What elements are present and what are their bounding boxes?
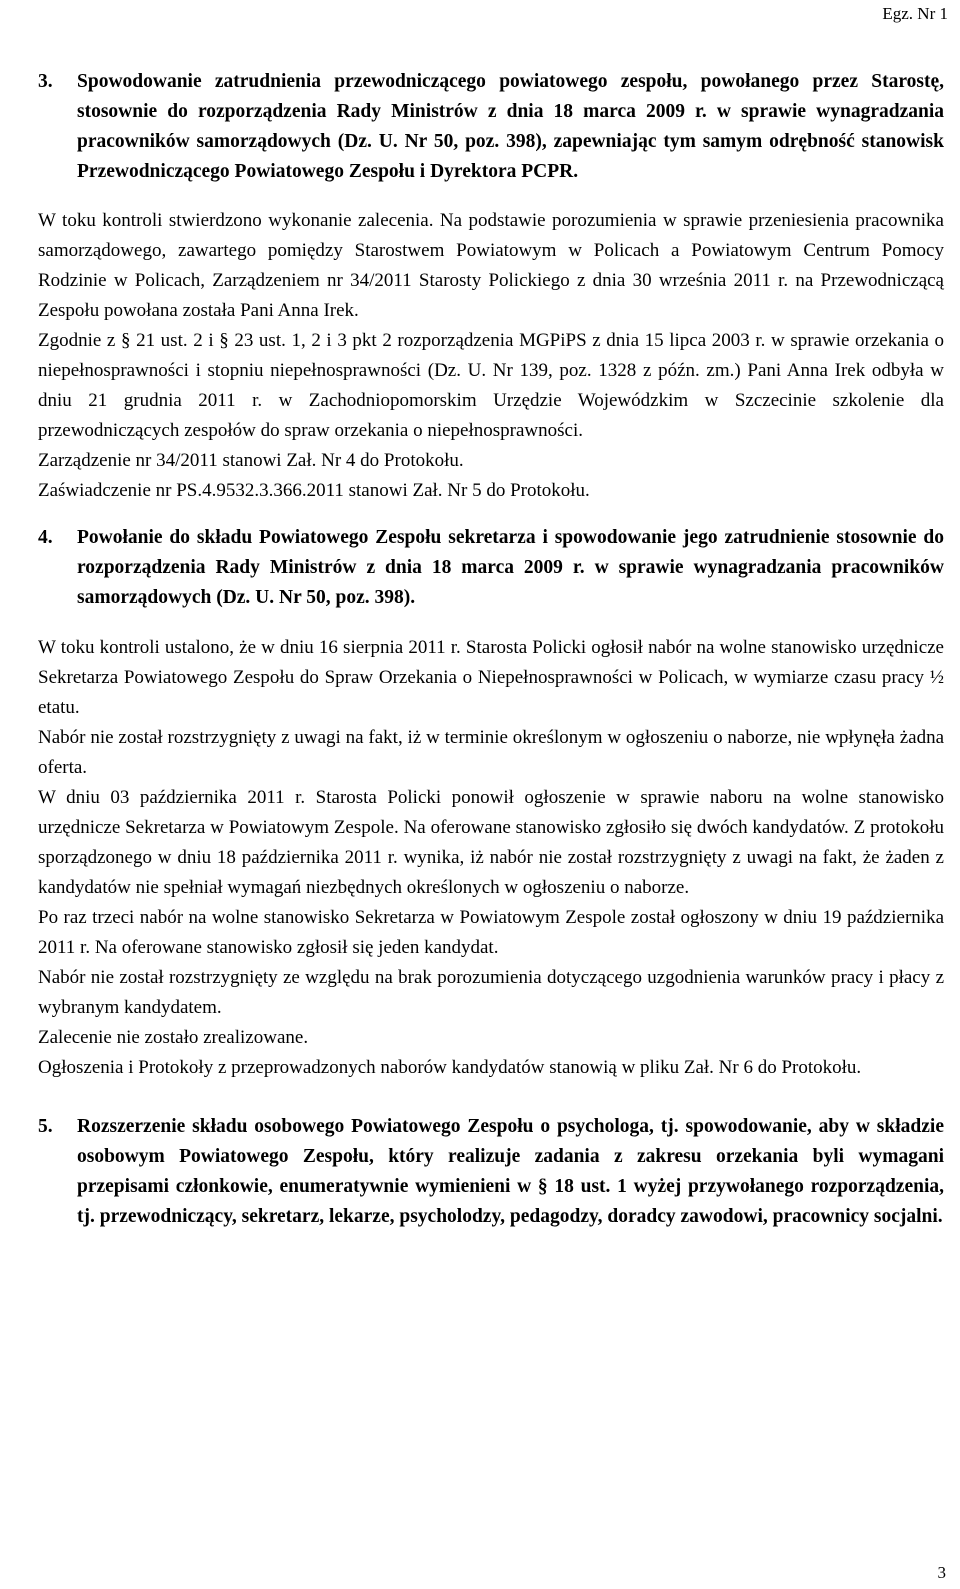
section-4-body [38, 633, 944, 1083]
paragraph: W toku kontroli ustalono, że w dniu 16 sierpnia 2011 r. Starosta Policki ogłosił nabór na wolne stanowisko urzędnicze Sekretarza Powiatowego Zespołu do Spraw Orzekania o Niepełnosprawności w Policach, w wymiarze czasu pracy ½ etatu. [38, 637, 944, 718]
paragraph: Zaświadczenie nr PS.4.9532.3.366.2011 stanowi Zał. Nr 5 do Protokołu. [38, 480, 590, 501]
paragraph: Nabór nie został rozstrzygnięty ze względu na brak porozumienia dotyczącego uzgodnienia warunków pracy i płacy z wybranym kandydatem. [38, 967, 944, 1018]
paragraph: Nabór nie został rozstrzygnięty z uwagi na fakt, iż w terminie określonym w ogłoszeniu o naborze, nie wpłynęła żadna oferta. [38, 727, 944, 778]
section-4-number: 4. [38, 527, 53, 548]
paragraph: Zarządzenie nr 34/2011 stanowi Zał. Nr 4 do Protokołu. [38, 450, 464, 471]
paragraph: Zgodnie z § 21 ust. 2 i § 23 ust. 1, 2 i 3 pkt 2 rozporządzenia MGPiPS z dnia 15 lipca 2003 r. w sprawie orzekania o niepełnosprawności i stopniu niepełnosprawności (Dz. U. Nr 139, poz. 1328 z późn. zm.) Pani Anna Irek odbyła w dniu 21 grudnia 2011 r. w Zachodniopomorskim Urzędzie Wojewódzkim w Szczecinie szkolenie dla przewodniczących zespołów do spraw orzekania o niepełnosprawności. [38, 330, 944, 441]
section-3-body [38, 206, 944, 506]
document-content [38, 67, 944, 1232]
page-number: 3 [937, 1563, 946, 1582]
section-3-title: Spowodowanie zatrudnienia przewodniczącego powiatowego zespołu, powołanego przez Starostę, stosownie do rozporządzenia Rady Ministrów z dnia 18 marca 2009 r. w sprawie wynagradzania pracowników samorządowych (Dz. U. Nr 50, poz. 398), zapewniając tym samym odrębność stanowisk Przewodniczącego Powiatowego Zespołu i Dyrektora PCPR. [77, 71, 944, 182]
section-5-heading [38, 1112, 944, 1232]
section-4-title: Powołanie do składu Powiatowego Zespołu sekretarza i spowodowanie jego zatrudnienie stosownie do rozporządzenia Rady Ministrów z dnia 18 marca 2009 r. w sprawie wynagradzania pracowników samorządowych (Dz. U. Nr 50, poz. 398). [77, 527, 944, 608]
section-3-heading [38, 67, 944, 187]
copy-number-label: Egz. Nr 1 [882, 4, 948, 23]
paragraph: Zalecenie nie zostało zrealizowane. [38, 1027, 309, 1048]
paragraph: W dniu 03 października 2011 r. Starosta Policki ponowił ogłoszenie w sprawie naboru na wolne stanowisko urzędnicze Sekretarza w Powiatowym Zespole. Na oferowane stanowisko zgłosiło się dwóch kandydatów. Z protokołu sporządzonego w dniu 18 października 2011 r. wynika, iż nabór nie został rozstrzygnięty z uwagi na fakt, że żaden z kandydatów nie spełniał wymagań niezbędnych określonych w ogłoszeniu o naborze. [38, 787, 944, 898]
paragraph: Po raz trzeci nabór na wolne stanowisko Sekretarza w Powiatowym Zespole został ogłoszony w dniu 19 października 2011 r. Na oferowane stanowisko zgłosił się jeden kandydat. [38, 907, 944, 958]
section-3-number: 3. [38, 71, 53, 92]
section-4-heading [38, 523, 944, 613]
section-5-number: 5. [38, 1116, 53, 1137]
section-5-title: Rozszerzenie składu osobowego Powiatowego Zespołu o psychologa, tj. spowodowanie, aby w składzie osobowym Powiatowego Zespołu, który realizuje zadania z zakresu orzekania byli wymagani przepisami członkowie, enumeratywnie wymienieni w § 18 ust. 1 wyżej przywołanego rozporządzenia, tj. przewodniczący, sekretarz, lekarze, psycholodzy, pedagodzy, doradcy zawodowi, pracownicy socjalni. [77, 1116, 944, 1227]
paragraph: W toku kontroli stwierdzono wykonanie zalecenia. Na podstawie porozumienia w sprawie przeniesienia pracownika samorządowego, zawartego pomiędzy Starostwem Powiatowym w Policach a Powiatowym Centrum Pomocy Rodzinie w Policach, Zarządzeniem nr 34/2011 Starosty Polickiego z dnia 30 września 2011 r. na Przewodniczącą Zespołu powołana została Pani Anna Irek. [38, 210, 944, 321]
paragraph: Ogłoszenia i Protokoły z przeprowadzonych naborów kandydatów stanowią w pliku Zał. Nr 6 do Protokołu. [38, 1057, 862, 1078]
